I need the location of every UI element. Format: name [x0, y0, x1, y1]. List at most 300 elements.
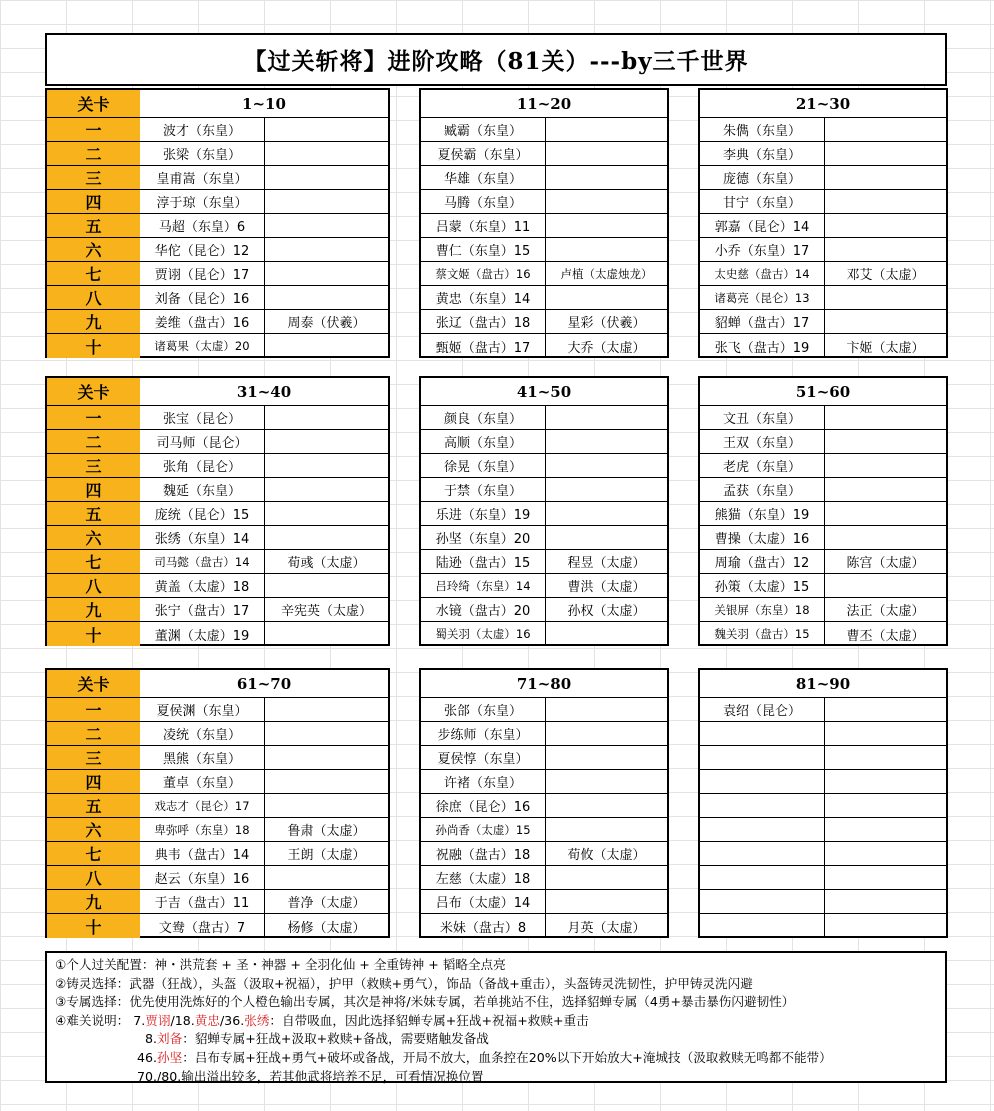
- note-6-prefix: 46.: [137, 1049, 158, 1065]
- general-secondary: [825, 866, 946, 889]
- note-6-rest: ：吕布专属+狂战+勇气+破坏或备战，开局不放大，血条控在20%以下开始放大+淹城技（汲取救赎无鸣都不能带）: [182, 1049, 832, 1065]
- level-cell: 六: [47, 238, 141, 262]
- general-primary: 乐进（东皇）19: [421, 502, 546, 525]
- general-primary: 魏延（东皇）: [140, 478, 265, 501]
- general-secondary: [825, 478, 946, 501]
- general-primary: 甘宁（东皇）: [700, 190, 825, 213]
- general-secondary: 辛宪英（太虚）: [280, 604, 372, 619]
- general-row: [140, 794, 388, 818]
- general-secondary: [546, 890, 667, 913]
- general-secondary: [265, 430, 388, 453]
- general-row: [421, 286, 667, 310]
- level-cell: 四: [47, 190, 141, 214]
- general-primary: 貂蝉（盘古）17: [700, 310, 825, 333]
- general-row: [700, 794, 946, 818]
- general-primary: 姜维（盘古）16: [140, 310, 265, 333]
- general-row: [421, 502, 667, 526]
- general-secondary: 星彩（伏羲）: [567, 316, 646, 331]
- general-row: [421, 770, 667, 794]
- general-row: [140, 526, 388, 550]
- general-row: [700, 890, 946, 914]
- general-secondary: [546, 166, 667, 189]
- general-primary: 马超（东皇）6: [140, 214, 265, 237]
- general-secondary: [825, 890, 946, 913]
- general-row: [140, 770, 388, 794]
- general-secondary: [265, 142, 388, 165]
- general-row: [421, 794, 667, 818]
- general-row: [140, 142, 388, 166]
- general-row: [421, 526, 667, 550]
- general-row: [421, 722, 667, 746]
- general-secondary: 陈宫（太虚）: [846, 556, 925, 571]
- general-secondary: 卞姬（太虚）: [846, 340, 925, 356]
- stage-range-header: 41~50: [421, 378, 667, 406]
- general-secondary: [265, 334, 388, 358]
- general-row: [421, 238, 667, 262]
- general-primary: 张绣（东皇）14: [140, 526, 265, 549]
- general-secondary: [265, 166, 388, 189]
- general-primary: 孙策（太虚）15: [700, 574, 825, 597]
- general-row: [700, 770, 946, 794]
- general-row: [700, 914, 946, 938]
- general-secondary: [546, 286, 667, 309]
- general-secondary: 程昱（太虚）: [567, 556, 646, 571]
- general-primary: [700, 818, 825, 841]
- level-header-label: 关卡: [47, 90, 141, 118]
- stage-table: [419, 376, 669, 646]
- general-secondary: [825, 286, 946, 309]
- general-primary: 蔡文姬（盘古）16: [421, 262, 546, 285]
- level-cell: 八: [47, 866, 141, 890]
- stage-range-header: 61~70: [140, 670, 388, 698]
- general-secondary: 卢植（太虚烛龙）: [560, 266, 653, 281]
- general-secondary: [825, 698, 946, 721]
- general-row: [421, 118, 667, 142]
- general-primary: 孟获（东皇）: [700, 478, 825, 501]
- general-row: [140, 818, 388, 842]
- general-primary: 戏志才（昆仑）17: [140, 794, 265, 817]
- general-primary: 郭嘉（昆仑）14: [700, 214, 825, 237]
- general-secondary: [546, 866, 667, 889]
- general-primary: [700, 770, 825, 793]
- general-primary: 马腾（东皇）: [421, 190, 546, 213]
- general-primary: 孙尚香（太虚）15: [421, 818, 546, 841]
- general-row: [421, 698, 667, 722]
- level-cell: 五: [47, 794, 141, 818]
- general-primary: 张辽（盘古）18: [421, 310, 546, 333]
- general-row: [421, 574, 667, 598]
- general-primary: [700, 746, 825, 769]
- general-primary: 庞德（东皇）: [700, 166, 825, 189]
- general-secondary: [265, 574, 388, 597]
- general-primary: 诸葛亮（昆仑）13: [700, 286, 825, 309]
- general-primary: [700, 914, 825, 938]
- general-primary: 司马懿（盘古）14: [140, 550, 265, 573]
- general-primary: [700, 890, 825, 913]
- note-line-5: [55, 1030, 937, 1049]
- general-row: [421, 166, 667, 190]
- level-cell: 三: [47, 454, 141, 478]
- stage-table: [698, 88, 948, 358]
- general-row: [700, 722, 946, 746]
- note-line-2: ②铸灵选择：武器（狂战），头盔（汲取+祝福），护甲（救赎+勇气），饰品（备战+重击），头盔铸灵洗韧性，护甲铸灵洗闪避: [55, 975, 753, 991]
- level-cell: 二: [47, 142, 141, 166]
- general-row: [140, 914, 388, 938]
- general-row: [421, 454, 667, 478]
- note-line-4: [55, 1012, 937, 1031]
- general-row: [140, 698, 388, 722]
- general-row: [700, 698, 946, 722]
- stage-table: [698, 668, 948, 938]
- level-cell: 六: [47, 526, 141, 550]
- general-row: [421, 818, 667, 842]
- general-secondary: [546, 142, 667, 165]
- general-primary: [700, 722, 825, 745]
- general-primary: 吕蒙（东皇）11: [421, 214, 546, 237]
- general-secondary: [546, 622, 667, 646]
- general-secondary: [825, 166, 946, 189]
- general-secondary: [825, 142, 946, 165]
- general-secondary: [825, 214, 946, 237]
- general-primary: 孙坚（东皇）20: [421, 526, 546, 549]
- stage-table: [419, 88, 669, 358]
- general-row: [140, 722, 388, 746]
- general-secondary: [825, 818, 946, 841]
- general-primary: 黄忠（东皇）14: [421, 286, 546, 309]
- general-secondary: [825, 526, 946, 549]
- general-row: [421, 190, 667, 214]
- level-cell: 十: [47, 622, 141, 646]
- strategy-notes: [45, 951, 947, 1083]
- general-row: [140, 166, 388, 190]
- general-row: [421, 598, 667, 622]
- note-4-prefix: ④难关说明： 7.: [55, 1012, 146, 1028]
- general-primary: 张宁（盘古）17: [140, 598, 265, 621]
- general-row: [700, 118, 946, 142]
- general-secondary: [265, 118, 388, 141]
- general-secondary: [546, 454, 667, 477]
- general-row: [140, 190, 388, 214]
- general-secondary: 周泰（伏羲）: [287, 316, 366, 331]
- general-secondary: [265, 770, 388, 793]
- level-cell: 五: [47, 214, 141, 238]
- level-cell: 七: [47, 262, 141, 286]
- general-row: [421, 430, 667, 454]
- level-cell: 四: [47, 478, 141, 502]
- general-row: [421, 406, 667, 430]
- stage-range-header: 11~20: [421, 90, 667, 118]
- general-secondary: [265, 286, 388, 309]
- general-primary: 夏侯惇（东皇）: [421, 746, 546, 769]
- general-primary: 张梁（东皇）: [140, 142, 265, 165]
- general-primary: 吕玲绮（东皇）14: [421, 574, 546, 597]
- level-cell: 六: [47, 818, 141, 842]
- note-5-rest: ：貂蝉专属+狂战+汲取+救赎+备战，需要赌触发备战: [182, 1031, 489, 1047]
- stage-range-header: 51~60: [700, 378, 946, 406]
- general-primary: 曹仁（东皇）15: [421, 238, 546, 261]
- general-primary: 吕布（太虚）14: [421, 890, 546, 913]
- note-4-rest: ：自带吸血，因此选择貂蝉专属+狂战+祝福+救赎+重击: [269, 1012, 589, 1028]
- general-primary: 华雄（东皇）: [421, 166, 546, 189]
- general-secondary: [265, 794, 388, 817]
- general-primary: 波才（东皇）: [140, 118, 265, 141]
- note-line-3: ③专属选择：优先使用洗炼好的个人橙色输出专属，其次是神将/米妹专属，若单挑站不住，选择貂蝉专属（4勇+暴击暴伤闪避韧性）: [55, 994, 795, 1010]
- general-row: [700, 574, 946, 598]
- general-primary: 高顺（东皇）: [421, 430, 546, 453]
- general-row: [421, 334, 667, 358]
- general-primary: 颜良（东皇）: [421, 406, 546, 429]
- note-4-name-zhangxiu: 张绣: [244, 1012, 270, 1028]
- general-row: [140, 310, 388, 334]
- level-cell: 九: [47, 890, 141, 914]
- general-row: [421, 262, 667, 286]
- general-primary: 张宝（昆仑）: [140, 406, 265, 429]
- general-secondary: [825, 794, 946, 817]
- general-secondary: [265, 722, 388, 745]
- general-secondary: [825, 430, 946, 453]
- general-row: [700, 286, 946, 310]
- general-secondary: [546, 722, 667, 745]
- general-row: [140, 502, 388, 526]
- general-row: [140, 238, 388, 262]
- general-primary: 淳于琼（东皇）: [140, 190, 265, 213]
- stage-range-header: 1~10: [140, 90, 388, 118]
- general-row: [700, 746, 946, 770]
- general-row: [140, 890, 388, 914]
- general-primary: 张郃（东皇）: [421, 698, 546, 721]
- general-primary: 徐晃（东皇）: [421, 454, 546, 477]
- note-5-name-liubei: 刘备: [157, 1031, 183, 1047]
- general-row: [140, 746, 388, 770]
- general-primary: [700, 794, 825, 817]
- general-row: [700, 262, 946, 286]
- general-primary: 袁绍（昆仑）: [700, 698, 825, 721]
- note-line-7: 70./80.输出溢出较多，若其他武将培养不足，可看情况换位置: [137, 1068, 484, 1084]
- general-secondary: 杨修（太虚）: [287, 920, 366, 936]
- general-row: [421, 622, 667, 646]
- general-primary: 于禁（东皇）: [421, 478, 546, 501]
- general-primary: 许褚（东皇）: [421, 770, 546, 793]
- level-cell: 七: [47, 550, 141, 574]
- general-row: [421, 214, 667, 238]
- general-row: [421, 550, 667, 574]
- general-row: [700, 526, 946, 550]
- stage-range-header: 71~80: [421, 670, 667, 698]
- general-secondary: [265, 866, 388, 889]
- general-primary: 夏侯霸（东皇）: [421, 142, 546, 165]
- level-cell: 五: [47, 502, 141, 526]
- general-primary: 张飞（盘古）19: [700, 334, 825, 358]
- general-secondary: 曹丕（太虚）: [846, 628, 925, 644]
- stage-table: [698, 376, 948, 646]
- general-primary: [700, 842, 825, 865]
- general-primary: 董渊（太虚）19: [140, 622, 265, 646]
- general-primary: 诸葛果（太虚）20: [140, 334, 265, 358]
- level-cell: 三: [47, 166, 141, 190]
- general-primary: 文鸯（盘古）7: [140, 914, 265, 938]
- general-row: [700, 310, 946, 334]
- general-secondary: 大乔（太虚）: [567, 340, 646, 356]
- general-secondary: [265, 622, 388, 646]
- general-secondary: [265, 262, 388, 285]
- general-secondary: [265, 190, 388, 213]
- general-row: [140, 262, 388, 286]
- general-primary: 赵云（东皇）16: [140, 866, 265, 889]
- general-secondary: [546, 794, 667, 817]
- general-secondary: 荀彧（太虚）: [287, 556, 366, 571]
- general-row: [421, 310, 667, 334]
- general-secondary: [825, 454, 946, 477]
- general-row: [700, 818, 946, 842]
- general-primary: 关银屏（东皇）18: [700, 598, 825, 621]
- note-5-prefix: 8.: [145, 1031, 158, 1047]
- general-primary: 祝融（盘古）18: [421, 842, 546, 865]
- general-secondary: 孙权（太虚）: [567, 604, 646, 619]
- general-primary: 黑熊（东皇）: [140, 746, 265, 769]
- general-secondary: [825, 722, 946, 745]
- stage-range-header: 31~40: [140, 378, 388, 406]
- general-secondary: 鲁肃（太虚）: [287, 824, 366, 839]
- general-row: [140, 430, 388, 454]
- general-secondary: [546, 770, 667, 793]
- general-secondary: [825, 238, 946, 261]
- general-row: [421, 890, 667, 914]
- general-secondary: [825, 310, 946, 333]
- general-primary: 老虎（东皇）: [700, 454, 825, 477]
- general-row: [700, 866, 946, 890]
- general-secondary: 王朗（太虚）: [287, 848, 366, 863]
- general-row: [700, 142, 946, 166]
- stage-range-header: 21~30: [700, 90, 946, 118]
- general-row: [700, 406, 946, 430]
- general-primary: 小乔（东皇）17: [700, 238, 825, 261]
- general-secondary: [825, 118, 946, 141]
- note-4-sep-2: /36.: [219, 1012, 245, 1028]
- note-line-6: [55, 1049, 937, 1068]
- general-secondary: [265, 238, 388, 261]
- general-row: [140, 214, 388, 238]
- general-primary: 庞统（昆仑）15: [140, 502, 265, 525]
- level-cell: 一: [47, 406, 141, 430]
- general-row: [421, 866, 667, 890]
- level-cell: 十: [47, 914, 141, 938]
- stage-table: [419, 668, 669, 938]
- general-row: [140, 574, 388, 598]
- general-secondary: [546, 118, 667, 141]
- general-row: [140, 598, 388, 622]
- general-secondary: [546, 818, 667, 841]
- general-primary: 黄盖（太虚）18: [140, 574, 265, 597]
- general-row: [700, 430, 946, 454]
- general-secondary: [546, 698, 667, 721]
- general-row: [700, 238, 946, 262]
- general-primary: 皇甫嵩（东皇）: [140, 166, 265, 189]
- general-row: [421, 478, 667, 502]
- general-secondary: 普净（太虚）: [287, 896, 366, 911]
- level-cell: 十: [47, 334, 141, 358]
- general-secondary: [825, 746, 946, 769]
- general-primary: 太史慈（盘古）14: [700, 262, 825, 285]
- general-secondary: [825, 574, 946, 597]
- general-secondary: [546, 238, 667, 261]
- general-row: [140, 286, 388, 310]
- general-secondary: [825, 914, 946, 938]
- general-primary: 司马师（昆仑）: [140, 430, 265, 453]
- general-row: [700, 166, 946, 190]
- level-cell: 三: [47, 746, 141, 770]
- general-row: [140, 622, 388, 646]
- general-primary: 甄姬（盘古）17: [421, 334, 546, 358]
- level-cell: 八: [47, 286, 141, 310]
- level-column: [45, 88, 141, 358]
- general-row: [700, 502, 946, 526]
- general-row: [140, 550, 388, 574]
- general-row: [700, 598, 946, 622]
- stage-table: [140, 668, 390, 938]
- level-cell: 二: [47, 430, 141, 454]
- general-secondary: [825, 190, 946, 213]
- note-4-name-jiaxu: 贾诩: [145, 1012, 171, 1028]
- general-row: [700, 334, 946, 358]
- general-primary: 贾诩（昆仑）17: [140, 262, 265, 285]
- page-title: 【过关斩将】进阶攻略（81关）---by三千世界: [45, 33, 947, 86]
- note-4-sep-1: /18.: [170, 1012, 195, 1028]
- general-row: [140, 406, 388, 430]
- general-secondary: [546, 478, 667, 501]
- general-secondary: [825, 502, 946, 525]
- general-secondary: [546, 502, 667, 525]
- general-secondary: [546, 746, 667, 769]
- general-row: [700, 190, 946, 214]
- general-row: [700, 478, 946, 502]
- general-primary: 徐庶（昆仑）16: [421, 794, 546, 817]
- general-secondary: 法正（太虚）: [846, 604, 925, 619]
- level-cell: 九: [47, 310, 141, 334]
- general-row: [140, 842, 388, 866]
- general-secondary: 月英（太虚）: [567, 920, 646, 936]
- stage-table: [140, 376, 390, 646]
- general-row: [700, 622, 946, 646]
- general-primary: 陆逊（盘古）15: [421, 550, 546, 573]
- general-primary: 刘备（昆仑）16: [140, 286, 265, 309]
- general-secondary: [825, 770, 946, 793]
- general-primary: 熊猫（东皇）19: [700, 502, 825, 525]
- general-primary: 臧霸（东皇）: [421, 118, 546, 141]
- general-row: [140, 118, 388, 142]
- general-secondary: [265, 478, 388, 501]
- level-cell: 一: [47, 118, 141, 142]
- general-primary: 周瑜（盘古）12: [700, 550, 825, 573]
- general-primary: 于吉（盘古）11: [140, 890, 265, 913]
- level-cell: 九: [47, 598, 141, 622]
- general-row: [700, 550, 946, 574]
- note-line-1: ①个人过关配置：神・洪荒套 + 圣・神器 + 全羽化仙 + 全重铸神 + 韬略全点亮: [55, 957, 506, 972]
- stage-table: [140, 88, 390, 358]
- general-row: [700, 454, 946, 478]
- general-secondary: [265, 406, 388, 429]
- general-row: [700, 214, 946, 238]
- general-row: [421, 914, 667, 938]
- general-primary: 王双（东皇）: [700, 430, 825, 453]
- general-secondary: [265, 502, 388, 525]
- general-primary: [700, 866, 825, 889]
- general-primary: 夏侯渊（东皇）: [140, 698, 265, 721]
- level-cell: 四: [47, 770, 141, 794]
- general-secondary: [825, 842, 946, 865]
- general-row: [140, 454, 388, 478]
- general-secondary: [546, 406, 667, 429]
- level-cell: 八: [47, 574, 141, 598]
